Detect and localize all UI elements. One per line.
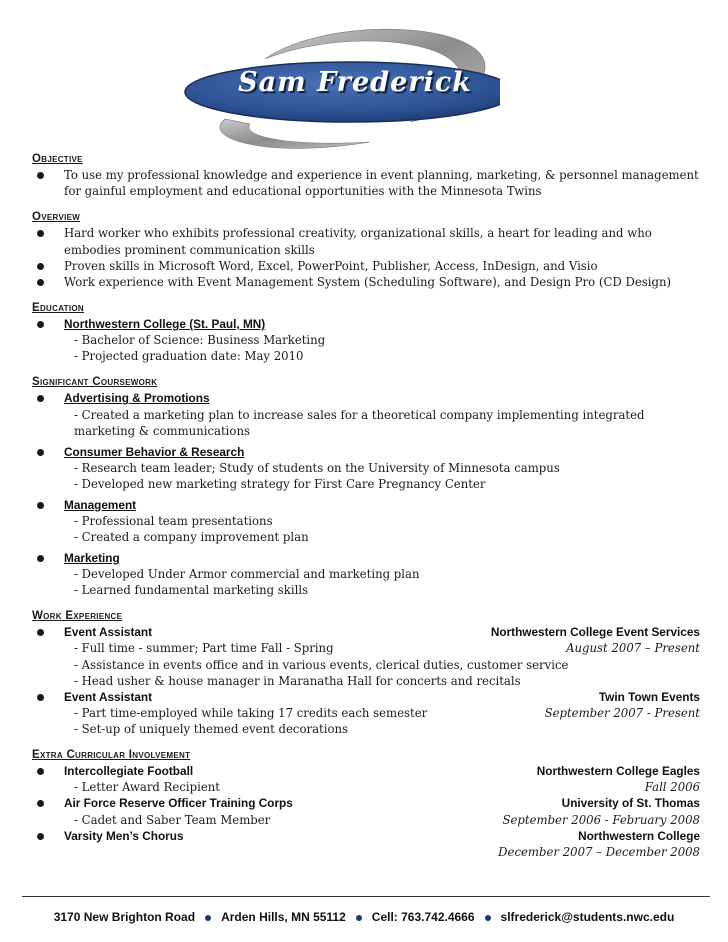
- list-item: Work experience with Event Management System (Scheduling Software), and Design Pro (CD Design): [32, 274, 700, 290]
- job-role: Event Assistant: [64, 689, 153, 704]
- bullet-icon: [37, 263, 44, 270]
- course-name: Management: [64, 497, 137, 512]
- job-detail: - Full time - summer; Part time Fall - Spring: [74, 641, 334, 656]
- course-name: Advertising & Promotions: [64, 391, 210, 406]
- list-item: To use my professional knowledge and experience in event planning, marketing, & personnel management for gainful employment and educational opportunities with the Minnesota Twins: [32, 167, 700, 199]
- objective-list: [32, 167, 700, 199]
- job-date: August 2007 – Present: [566, 641, 700, 656]
- list-item: [32, 689, 700, 737]
- resume-body: [32, 151, 700, 860]
- education-list: [32, 316, 700, 364]
- bullet-icon: [37, 629, 44, 636]
- applicant-name: Sam Frederick: [238, 67, 472, 98]
- list-item: Hard worker who exhibits professional creativity, organizational skills, a heart for leading and who embodies prominent communication skills: [32, 225, 700, 257]
- footer-divider: [22, 896, 710, 897]
- list-item: [32, 763, 700, 795]
- bullet-icon: [37, 502, 44, 509]
- activity-date: Fall 2006: [644, 780, 700, 795]
- list-item: [32, 795, 700, 827]
- section-title-overview: Overview: [32, 211, 81, 224]
- section-title-work: Work Experience: [32, 610, 123, 623]
- activity-detail: - Letter Award Recipient: [74, 780, 220, 795]
- course-name: Consumer Behavior & Research: [64, 444, 245, 459]
- section-title-coursework: Significant Coursework: [32, 376, 158, 389]
- footer-email[interactable]: slfrederick@students.nwc.edu: [500, 910, 675, 924]
- job-detail: - Set-up of uniquely themed event decorations: [74, 722, 349, 737]
- list-item: Proven skills in Microsoft Word, Excel, PowerPoint, Publisher, Access, InDesign, and Visio: [32, 258, 700, 274]
- activity-name: Air Force Reserve Officer Training Corps: [64, 796, 293, 811]
- school-name: Northwestern College (St. Paul, MN): [64, 317, 266, 332]
- activity-organization: Northwestern College Eagles: [536, 764, 700, 779]
- separator-dot-icon: [205, 915, 211, 921]
- bullet-icon: [37, 694, 44, 701]
- bullet-icon: [37, 172, 44, 179]
- list-item: [32, 444, 700, 492]
- bullet-icon: [37, 555, 44, 562]
- job-organization: Northwestern College Event Services: [490, 625, 700, 640]
- activity-organization: University of St. Thomas: [561, 796, 700, 811]
- bullet-icon: [37, 833, 44, 840]
- job-detail: - Part time-employed while taking 17 credits each semester: [74, 705, 428, 720]
- job-date: September 2007 - Present: [544, 705, 700, 720]
- job-role: Event Assistant: [64, 625, 153, 640]
- activity-name: Intercollegiate Football: [64, 764, 194, 779]
- section-title-education: Education: [32, 302, 84, 315]
- list-item: [32, 828, 700, 860]
- overview-list: [32, 225, 700, 290]
- contact-footer: [0, 910, 728, 924]
- activity-organization: Northwestern College: [578, 828, 700, 843]
- work-list: [32, 624, 700, 737]
- extracurricular-list: [32, 763, 700, 860]
- course-detail: - Learned fundamental marketing skills: [74, 583, 309, 598]
- course-detail: - Developed Under Armor commercial and marketing plan: [74, 567, 420, 582]
- activity-date: September 2006 - February 2008: [502, 812, 700, 827]
- course-detail: - Developed new marketing strategy for First Care Pregnancy Center: [74, 476, 486, 491]
- job-organization: Twin Town Events: [598, 689, 700, 704]
- list-item: [32, 550, 700, 598]
- list-item: [32, 497, 700, 545]
- section-title-objective: Objective: [32, 153, 83, 165]
- separator-dot-icon: [356, 915, 362, 921]
- section-title-extracurricular: Extra Curricular Involvement: [32, 749, 191, 762]
- activity-detail: - Cadet and Saber Team Member: [74, 812, 271, 827]
- course-detail: - Created a company improvement plan: [74, 530, 309, 545]
- footer-city: Arden Hills, MN 55112: [221, 910, 346, 924]
- list-item: [32, 624, 700, 688]
- bullet-icon: [37, 449, 44, 456]
- bullet-icon: [37, 395, 44, 402]
- coursework-list: [32, 390, 700, 598]
- bullet-icon: [37, 279, 44, 286]
- education-detail: - Bachelor of Science: Business Marketing: [74, 333, 326, 348]
- course-detail: - Professional team presentations: [74, 514, 273, 529]
- bullet-icon: [37, 800, 44, 807]
- course-name: Marketing: [64, 551, 120, 566]
- bullet-icon: [37, 321, 44, 328]
- list-item: [32, 316, 700, 364]
- separator-dot-icon: [485, 915, 491, 921]
- footer-address: 3170 New Brighton Road: [53, 910, 196, 924]
- course-detail: - Created a marketing plan to increase sales for a theoretical company implementing integrated marketing & communications: [74, 407, 645, 438]
- job-detail: - Head usher & house manager in Maranatha Hall for concerts and recitals: [74, 673, 521, 688]
- footer-cell: Cell: 763.742.4666: [371, 910, 475, 924]
- job-detail: - Assistance in events office and in various events, clerical duties, customer service: [74, 657, 569, 672]
- activity-date: December 2007 – December 2008: [498, 845, 700, 860]
- activity-name: Varsity Men’s Chorus: [64, 828, 184, 843]
- bullet-icon: [37, 768, 44, 775]
- bullet-icon: [37, 230, 44, 237]
- education-detail: - Projected graduation date: May 2010: [74, 349, 304, 364]
- list-item: [32, 390, 700, 438]
- course-detail: - Research team leader; Study of students on the University of Minnesota campus: [74, 460, 560, 475]
